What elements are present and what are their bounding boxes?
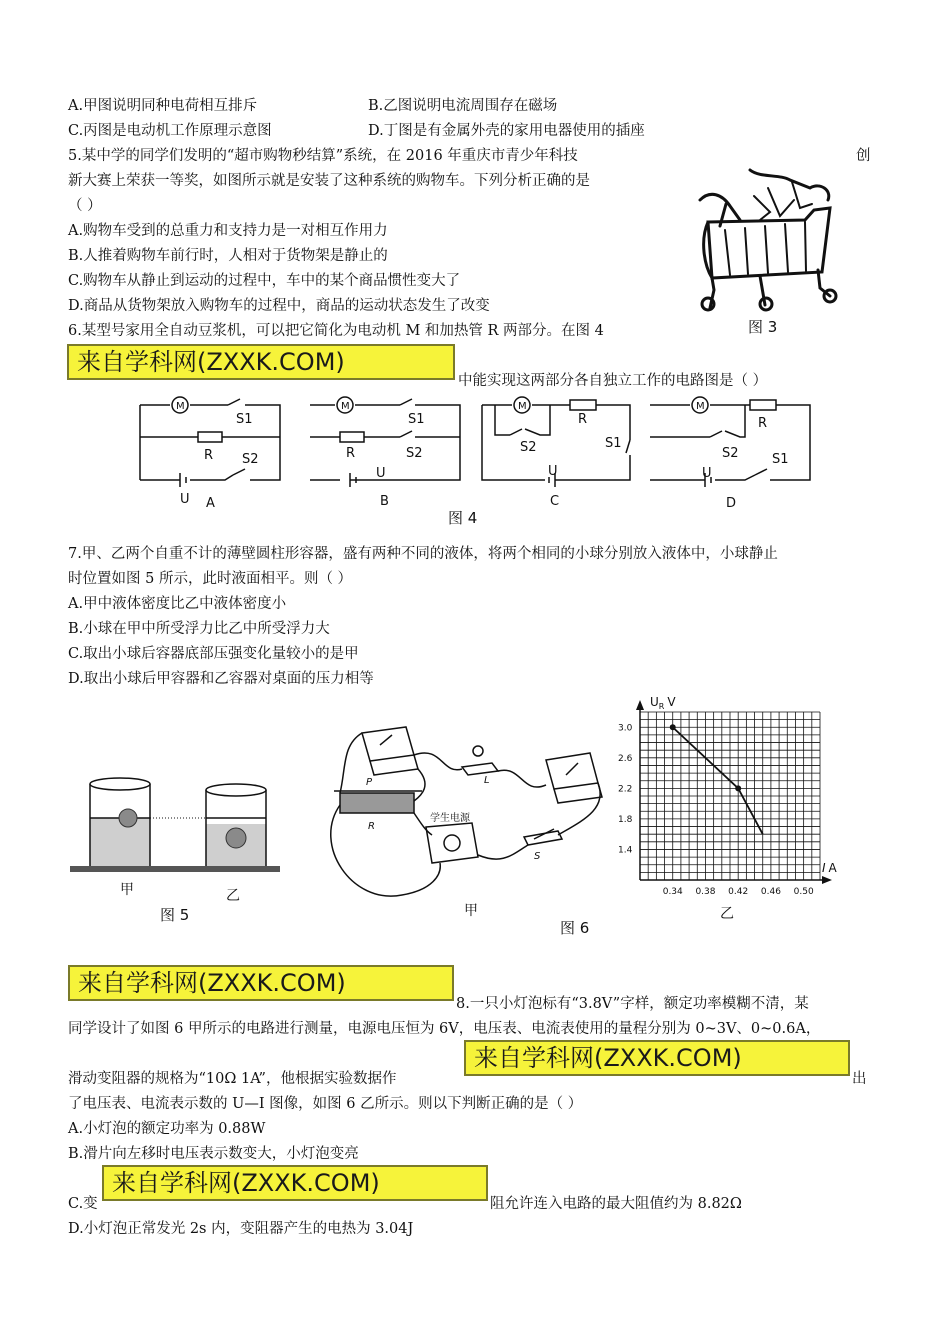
fig3-caption: 图 3 xyxy=(748,318,778,336)
q8-option-b: B.滑片向左移时电压表示数变大，小灯泡变亮 xyxy=(68,1146,359,1162)
q5-stem-line1: 5.某中学的同学们发明的“超市购物秒结算”系统，在 2016 年重庆市青少年科技 xyxy=(68,148,578,164)
q4-option-a: A.甲图说明同种电荷相互排斥 xyxy=(68,98,258,114)
q5-option-c: C.购物车从静止到运动的过程中，车中的某个商品惯性变大了 xyxy=(68,273,461,289)
q5-option-d: D.商品从货物架放入购物车的过程中，商品的运动状态发生了改变 xyxy=(68,298,490,314)
switch-s1-label-b: S1 xyxy=(408,412,425,427)
circuit-b-label: B xyxy=(380,494,389,509)
q7-option-a: A.甲中液体密度比乙中液体密度小 xyxy=(68,596,287,612)
resistor-label-a: R xyxy=(204,448,214,463)
watermark-banner: 来自学科网(ZXXK.COM) xyxy=(67,344,455,380)
q7-option-c: C.取出小球后容器底部压强变化量较小的是甲 xyxy=(68,646,359,662)
motor-label-b: M xyxy=(341,401,350,412)
q7-stem-line2: 时位置如图 5 所示，此时液面相平。则（ ） xyxy=(68,571,353,587)
circuit-d-label: D xyxy=(726,496,737,511)
fig4-caption: 图 4 xyxy=(448,509,478,527)
motor-label-a: M xyxy=(176,401,185,412)
motor-label-c: M xyxy=(518,401,527,412)
switch-label: S xyxy=(534,851,541,862)
u-i-graph-fig6-yi xyxy=(610,690,860,925)
fig5-yi-label: 乙 xyxy=(226,888,240,904)
q4-option-c: C.丙图是电动机工作原理示意图 xyxy=(68,123,272,139)
q8-stem-line3a: 滑动变阻器的规格为“10Ω 1A”，他根据实验数据作 xyxy=(68,1071,397,1087)
switch-s1-label-c: S1 xyxy=(605,436,622,451)
source-label-a: U xyxy=(180,492,190,507)
q8-stem-line1: 8.一只小灯泡标有“3.8V”字样，额定功率模糊不清，某 xyxy=(456,996,809,1012)
q5-stem-line2: 新大赛上荣获一等奖，如图所示就是安装了这种系统的购物车。下列分析正确的是 xyxy=(68,173,590,189)
q5-stem-line3: （ ） xyxy=(68,198,102,214)
y-tick-label: 1.4 xyxy=(618,845,633,856)
fig6-yi-label: 乙 xyxy=(720,906,734,922)
switch-s2-label-a: S2 xyxy=(242,452,259,467)
watermark-banner: 来自学科网(ZXXK.COM) xyxy=(464,1040,850,1076)
q8-stem-line3b: 出 xyxy=(852,1071,867,1087)
switch-s2-label-b: S2 xyxy=(406,446,423,461)
resistor-label-d: R xyxy=(758,416,768,431)
circuit-c-label: C xyxy=(550,494,560,509)
q5-option-b: B.人推着购物车前行时，人相对于货物架是静止的 xyxy=(68,248,388,264)
containers-figure-fig5 xyxy=(70,770,290,930)
q4-option-b: B.乙图说明电流周围存在磁场 xyxy=(368,98,558,114)
y-tick-label: 2.6 xyxy=(618,753,633,764)
y-axis-arrow xyxy=(636,700,644,710)
data-point xyxy=(735,785,741,791)
q5-option-a: A.购物车受到的总重力和支持力是一对相互作用力 xyxy=(68,223,388,239)
q7-stem-line1: 7.甲、乙两个自重不计的薄壁圆柱形容器，盛有两种不同的液体，将两个相同的小球分别放入液体中，小球静止 xyxy=(68,546,778,562)
x-axis-label: I A xyxy=(822,861,837,875)
switch-s1-label-d: S1 xyxy=(772,452,789,467)
resistor-label-b: R xyxy=(346,446,356,461)
switch-s1-label-a: S1 xyxy=(236,412,253,427)
fig6-caption: 图 6 xyxy=(560,919,590,935)
q8-stem-line2: 同学设计了如图 6 甲所示的电路进行测量，电源电压恒为 6V，电压表、电流表使用的量程分别为 0~3V、0~0.6A， xyxy=(68,1021,821,1037)
fig5-caption: 图 5 xyxy=(160,906,190,924)
source-label-c: U xyxy=(548,464,558,479)
q8-option-c-start: C.变 xyxy=(68,1196,98,1212)
q5-stem-tail: 创 xyxy=(856,148,871,164)
data-point xyxy=(670,724,676,730)
q6-stem-line1: 6.某型号家用全自动豆浆机，可以把它简化为电动机 M 和加热管 R 两部分。在图 4 xyxy=(68,323,604,339)
watermark-banner: 来自学科网(ZXXK.COM) xyxy=(102,1165,488,1201)
y-axis-label: $U_R$ V xyxy=(650,695,676,711)
q7-option-d: D.取出小球后甲容器和乙容器对桌面的压力相等 xyxy=(68,671,374,687)
slider-label: P xyxy=(366,777,373,788)
shopping-cart-figure xyxy=(690,160,850,340)
q6-stem-line2: 中能实现这两部分各自独立工作的电路图是（ ） xyxy=(458,373,768,389)
lamp-label: L xyxy=(484,775,490,786)
circuit-a xyxy=(140,397,280,487)
y-tick-label: 3.0 xyxy=(618,723,633,734)
q4-option-d: D.丁图是有金属外壳的家用电器使用的插座 xyxy=(368,123,645,139)
circuit-d xyxy=(650,397,810,487)
x-tick-label: 0.50 xyxy=(793,887,814,897)
x-tick-label: 0.38 xyxy=(695,887,716,897)
x-axis-arrow xyxy=(822,876,832,884)
y-tick-label: 1.8 xyxy=(618,814,633,825)
power-supply-label: 学生电源 xyxy=(430,813,470,824)
switch-s2-label-d: S2 xyxy=(722,446,739,461)
x-tick-label: 0.46 xyxy=(760,887,781,897)
resistor-label-c: R xyxy=(578,412,588,427)
q8-option-c-end: 阻允许连入电路的最大阻值约为 8.82Ω xyxy=(490,1196,742,1212)
q8-option-d: D.小灯泡正常发光 2s 内，变阻器产生的电热为 3.04J xyxy=(68,1221,414,1237)
y-tick-label: 2.2 xyxy=(618,784,633,795)
circuit-diagrams-fig4 xyxy=(130,395,830,535)
q8-option-a: A.小灯泡的额定功率为 0.88W xyxy=(68,1121,266,1137)
watermark-banner: 来自学科网(ZXXK.COM) xyxy=(68,965,454,1001)
fig6-jia-label: 甲 xyxy=(464,903,478,919)
apparatus-figure-fig6-jia xyxy=(322,705,622,935)
circuit-a-label: A xyxy=(206,496,215,511)
motor-label-d: M xyxy=(696,401,705,412)
x-tick-label: 0.34 xyxy=(662,887,683,897)
q7-option-b: B.小球在甲中所受浮力比乙中所受浮力大 xyxy=(68,621,330,637)
source-label-d: U xyxy=(702,466,712,481)
q8-stem-line4: 了电压表、电流表示数的 U—I 图像，如图 6 乙所示。则以下判断正确的是（ ） xyxy=(68,1096,583,1112)
x-tick-label: 0.42 xyxy=(728,887,749,897)
source-label-b: U xyxy=(376,466,386,481)
fig5-jia-label: 甲 xyxy=(120,882,134,898)
rheostat-label: R xyxy=(368,821,375,832)
switch-s2-label-c: S2 xyxy=(520,440,537,455)
